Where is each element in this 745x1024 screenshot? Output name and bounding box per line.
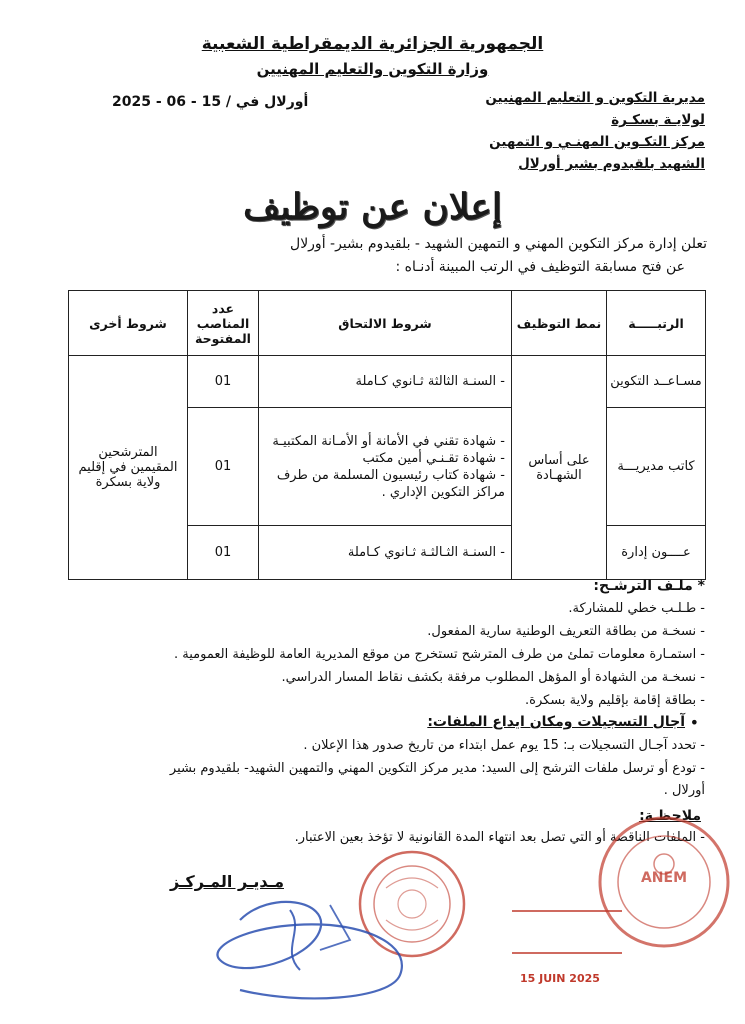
date-stamp (512, 902, 622, 988)
directorate-line-2: لولايـة بسكـرة (611, 112, 705, 128)
anem-label: ANEM (640, 870, 688, 886)
rank-cell: مسـاعــد التكوين (607, 356, 706, 408)
intro-line-2: عن فتح مسابقة التوظيف في الرتب المبينة أدنـاه : (395, 259, 685, 275)
note-title: ملاحظـة: (639, 808, 701, 824)
rank-cell: كاتب مديريـــة (607, 408, 706, 526)
list-item: - نسخـة من بطاقة التعريف الوطنية سارية المفعول. (427, 624, 705, 639)
mode-cell: على أساس الشهـادة (512, 356, 607, 580)
positions-table (68, 290, 706, 580)
table-header-row (69, 291, 706, 356)
signer-title: مـديـر المـركـز (170, 872, 284, 891)
list-item: - استمـارة معلومات تملئ من طرف المترشح تستخرج من موقع المديرية العامة للوظيفة العمومية . (173, 647, 705, 662)
date-line: أورلال في / 15 - 06 - 2025 (112, 94, 309, 110)
file-section-title: * ملـف الترشـح: (593, 578, 705, 594)
intro-line-1: تعلن إدارة مركز التكوين المهني و التمهين الشهيد - بلقيدوم بشير- أورلال (290, 236, 707, 252)
republic-header: الجمهورية الجزائرية الديمقراطية الشعبية (201, 34, 544, 54)
stamp-lines (512, 910, 622, 954)
header-rank: الرتبـــــة (607, 291, 706, 356)
header-count: عدد المناصب المفتوحة (188, 291, 259, 356)
list-item: أورلال . (663, 783, 705, 798)
handwritten-signature (180, 880, 440, 1010)
conditions-cell (259, 356, 512, 408)
directorate-line-1: مديرية التكوين و التعليم المهنيين (485, 90, 705, 106)
directorate-line-4: الشهيد بلقيدوم بشير أورلال (518, 156, 705, 172)
list-item: - نسخـة من الشهادة أو المؤهل المطلوب مرفقة بكشف نقاط المسار الدراسي. (281, 670, 705, 685)
list-item: - تودع أو ترسل ملفات الترشح إلى السيد: مدير مركز التكوين المهني والتمهين الشهيد- بلقيدوم بشير (169, 761, 705, 776)
ministry-header: وزارة التكوين والتعليم المهنيين (256, 60, 489, 78)
page-title: إعلان عن توظيف (243, 186, 502, 228)
condition-text: - السنـة الثالثة ثـانوي كـاملة (355, 374, 505, 389)
bullet-icon: • (689, 713, 699, 732)
condition-text: - شهادة كتاب رئيسيون المسلمة من طرف مراكز التكوين الإداري . (276, 467, 505, 500)
stamp-date: 15 JUIN 2025 (520, 972, 600, 985)
table-row (69, 356, 706, 408)
deadline-section-title: آجال التسجيلات ومكان ايداع الملفات: (427, 714, 685, 730)
header-other: شروط أخرى (69, 291, 188, 356)
conditions-cell (259, 526, 512, 580)
other-conditions-cell: المترشحين المقيمين في إقليم ولاية بسكرة (69, 356, 188, 580)
header-conditions: شروط الالتحاق (259, 291, 512, 356)
note-text: - الملفات الناقصة أو التي تصل بعد انتهاء المدة القانونية لا تؤخذ بعين الاعتبار. (294, 830, 705, 845)
condition-text: - شهادة تقـنـي أمين مكتب (362, 450, 505, 466)
list-item: - تحدد آجـال التسجيلات بـ: 15 يوم عمل ابتداء من تاريخ صدور هذا الإعلان . (303, 738, 705, 753)
count-cell: 01 (188, 526, 259, 580)
count-cell: 01 (188, 356, 259, 408)
list-item: - بطاقة إقامة بإقليم ولاية بسكرة. (525, 693, 705, 708)
condition-text: - السنـة الثـالثـة ثـانوي كـاملة (347, 545, 505, 560)
rank-cell: عــــون إدارة (607, 526, 706, 580)
count-cell: 01 (188, 408, 259, 526)
condition-text: - شهادة تقني في الأمانة أو الأمـانة المكتبيـة (272, 433, 505, 449)
directorate-line-3: مركز التكـوين المهنـي و التمهين (489, 134, 705, 150)
header-mode: نمط التوظيف (512, 291, 607, 356)
list-item: - طـلـب خطي للمشاركة. (568, 601, 705, 616)
conditions-cell (259, 408, 512, 526)
